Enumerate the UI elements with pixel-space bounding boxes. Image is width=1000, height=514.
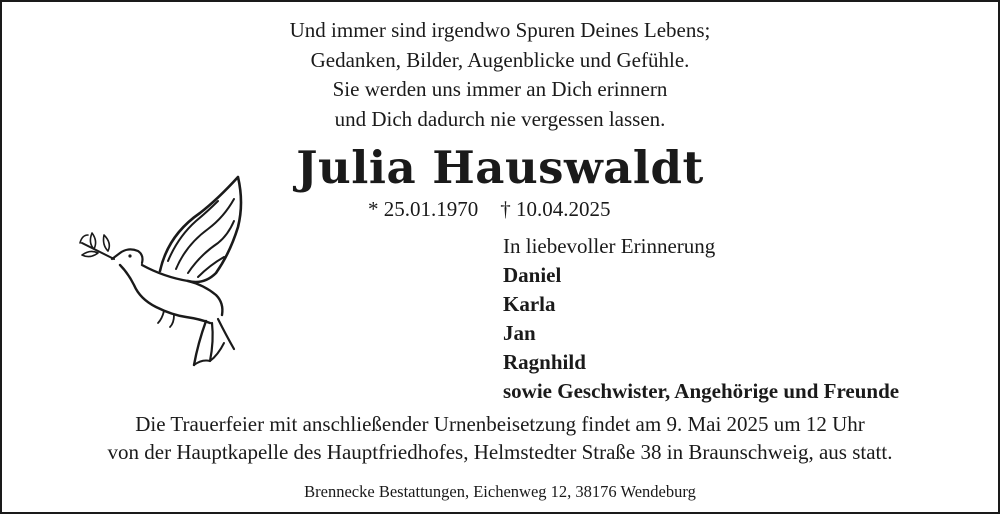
memorial-poem (2, 16, 998, 134)
mourner-name: Daniel (503, 263, 562, 287)
mourners-intro: In liebevoller Erinnerung (503, 234, 716, 258)
dove-with-olive-branch-icon (68, 173, 254, 369)
ceremony-line: Die Trauerfeier mit anschließender Urnenbeisetzung findet am 9. Mai 2025 um 12 Uhr (135, 412, 865, 436)
mourner-name: Ragnhild (503, 350, 586, 374)
life-dates (368, 195, 611, 223)
ceremony-details (2, 411, 998, 466)
mourners-block (503, 232, 899, 406)
poem-line: Gedanken, Bilder, Augenblicke und Gefühle. (310, 47, 690, 72)
ceremony-line: von der Hauptkapelle des Hauptfriedhofes, Helmstedter Straße 38 in Braunschweig, aus statt. (107, 439, 893, 464)
deceased-name: Julia Hauswaldt (296, 141, 704, 194)
death-date: † 10.04.2025 (500, 197, 611, 221)
poem-line: Und immer sind irgendwo Spuren Deines Lebens; (289, 18, 711, 42)
mourners-closing: sowie Geschwister, Angehörige und Freunde (503, 379, 900, 403)
poem-line: und Dich dadurch nie vergessen lassen. (334, 106, 666, 131)
birth-date: * 25.01.1970 (368, 197, 479, 221)
mourner-name: Jan (503, 321, 536, 345)
poem-line: Sie werden uns immer an Dich erinnern (332, 77, 668, 101)
undertaker-info: Brennecke Bestattungen, Eichenweg 12, 38176 Wendeburg (304, 482, 696, 501)
mourner-name: Karla (503, 292, 556, 316)
